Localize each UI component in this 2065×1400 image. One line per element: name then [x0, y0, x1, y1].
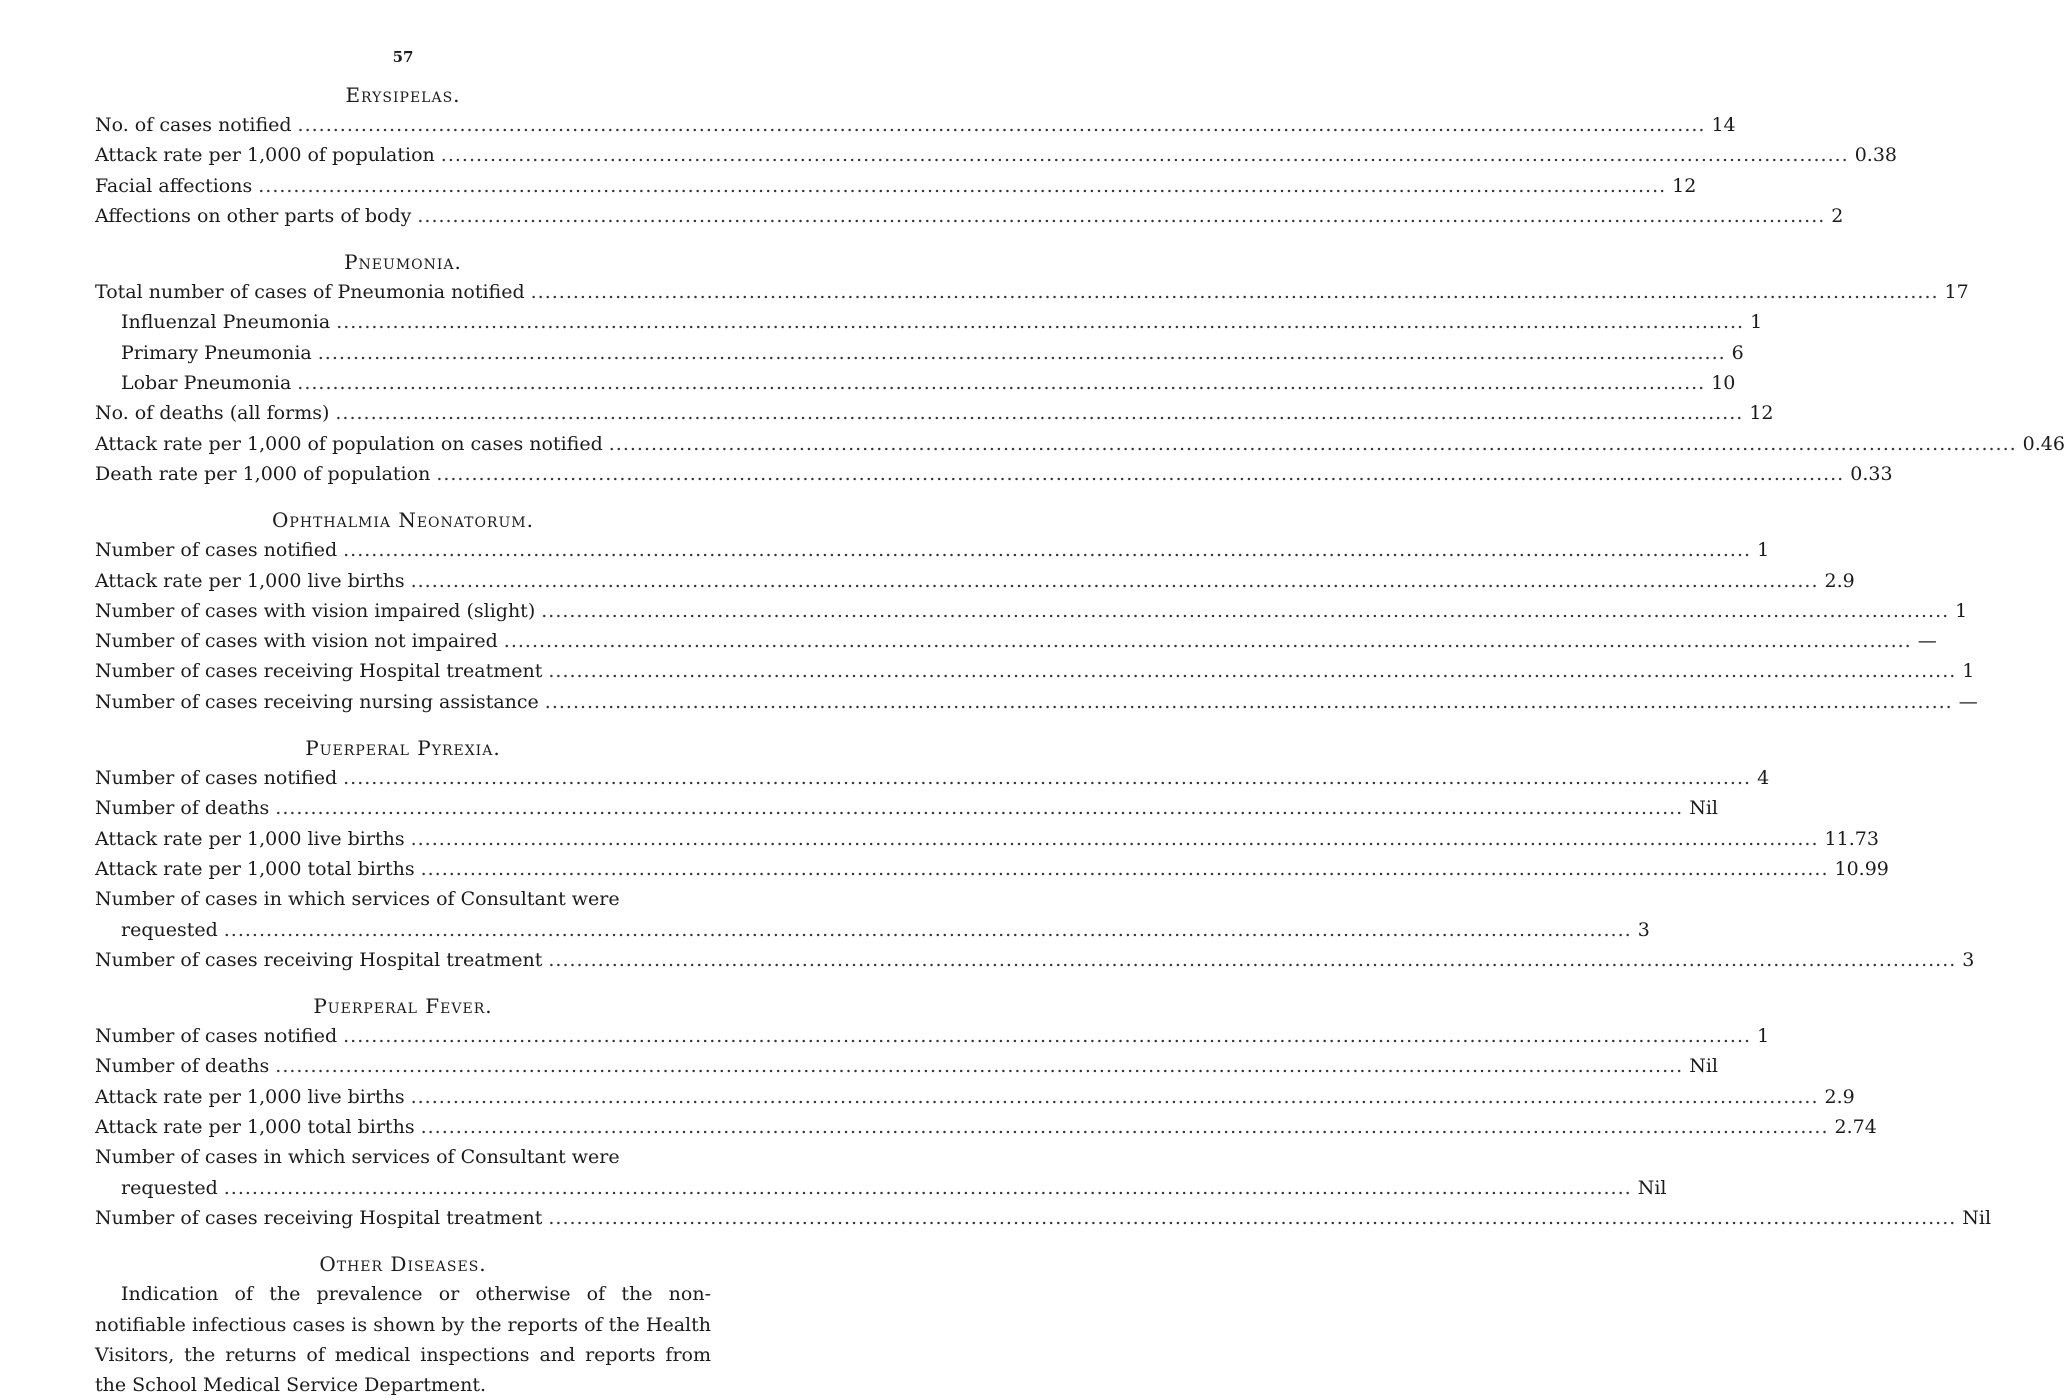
dot-leader: ........................................................................................................................................................................................................: [343, 767, 1752, 790]
row-value: 2.74: [1834, 1116, 1877, 1139]
table-row: [95, 368, 1736, 398]
dot-leader: ........................................................................................................................................................................................................: [223, 918, 1632, 941]
document-page: [95, 46, 2065, 1400]
row-value: 1: [1757, 1025, 1770, 1048]
table-row: [95, 854, 1889, 884]
section-spacer: [95, 717, 711, 733]
table-row: [95, 277, 1969, 307]
dot-leader: ........................................................................................................................................................................................................: [410, 569, 1819, 592]
section-spacer: [95, 975, 711, 991]
section-title-other-diseases: Other Diseases.: [319, 1252, 487, 1277]
row-value: 0.33: [1850, 462, 1893, 485]
dot-leader: ........................................................................................................................................................................................................: [530, 281, 1939, 304]
section-spacer: [95, 489, 711, 505]
dot-leader: ........................................................................................................................................................................................................: [297, 372, 1706, 395]
row-label: Attack rate per 1,000 of population on cases notified: [95, 432, 603, 455]
row-label: Number of cases with vision not impaired: [95, 630, 498, 653]
dot-leader: ........................................................................................................................................................................................................: [258, 174, 1667, 197]
table-row: [95, 307, 1763, 337]
row-value: 0.38: [1854, 144, 1898, 167]
row-value: Nil: [1689, 797, 1718, 820]
row-value: 17: [1944, 281, 1969, 304]
dot-leader: ........................................................................................................................................................................................................: [410, 1085, 1819, 1108]
table-row: [95, 656, 1975, 686]
sections-container: [95, 80, 2065, 1233]
dot-leader: ........................................................................................................................................................................................................: [544, 690, 1953, 713]
section-spacer: [95, 231, 711, 247]
row-label: Number of cases receiving Hospital treatment: [95, 660, 543, 683]
page-number: 57: [392, 48, 414, 66]
dot-leader: ........................................................................................................................................................................................................: [275, 1055, 1684, 1078]
row-label: Attack rate per 1,000 total births: [95, 1116, 415, 1139]
row-value: 10.99: [1834, 857, 1889, 880]
row-value: Nil: [1689, 1055, 1718, 1078]
row-value: 3: [1962, 948, 1975, 971]
dot-leader: ........................................................................................................................................................................................................: [317, 341, 1726, 364]
row-value: Nil: [1637, 1176, 1667, 1199]
dot-leader: ........................................................................................................................................................................................................: [417, 204, 1826, 227]
dot-leader: ........................................................................................................................................................................................................: [335, 402, 1744, 425]
row-label: Attack rate per 1,000 live births: [95, 1085, 405, 1108]
table-row: [95, 763, 1770, 793]
table-row: [95, 535, 1770, 565]
row-label: Number of cases receiving Hospital treatment: [95, 948, 543, 971]
section-spacer: [95, 1233, 711, 1249]
table-row: [95, 626, 1937, 656]
row-label-first-line: Number of cases in which services of Consultant were: [95, 1146, 620, 1169]
dot-leader: ........................................................................................................................................................................................................: [275, 797, 1684, 820]
row-label: requested: [121, 918, 218, 941]
table-row: [95, 687, 1978, 717]
other-diseases-text: Indication of the prevalence or otherwise of the non-notifiable infectious cases is shown by the reports of the Health Visitors, the returns of medical inspections and reports from the School Medical Service Department.: [95, 1283, 711, 1397]
table-row: [95, 338, 1744, 368]
dot-leader: ........................................................................................................................................................................................................: [440, 144, 1849, 167]
row-label: Attack rate per 1,000 total births: [95, 857, 415, 880]
row-value: 1: [1962, 660, 1975, 683]
row-value: 6: [1731, 341, 1744, 364]
table-row: [95, 945, 1975, 975]
table-row: [95, 201, 1844, 231]
table-row: [95, 824, 1879, 854]
section-title: Erysipelas.: [345, 83, 461, 107]
row-value: 10: [1711, 372, 1736, 395]
row-value: 12: [1749, 402, 1774, 425]
row-label: Number of cases with vision impaired (slight): [95, 599, 536, 622]
row-label: No. of deaths (all forms): [95, 402, 330, 425]
dot-leader: ........................................................................................................................................................................................................: [541, 599, 1950, 622]
row-value: 14: [1711, 114, 1736, 136]
row-value: 2.9: [1824, 569, 1855, 592]
table-row: [95, 793, 1718, 823]
row-label: Primary Pneumonia: [121, 341, 312, 364]
table-row: [95, 1203, 1992, 1233]
row-label: Attack rate per 1,000 live births: [95, 827, 405, 850]
dot-leader: ........................................................................................................................................................................................................: [420, 1116, 1829, 1139]
dot-leader: ........................................................................................................................................................................................................: [343, 1025, 1752, 1048]
row-label: Influenzal Pneumonia: [121, 311, 331, 334]
dot-leader: ........................................................................................................................................................................................................: [336, 311, 1745, 334]
dot-leader: ........................................................................................................................................................................................................: [548, 948, 1957, 971]
row-value: 1: [1955, 599, 1968, 622]
row-label: No. of cases notified: [95, 114, 292, 136]
dot-leader: ........................................................................................................................................................................................................: [297, 114, 1706, 136]
row-label: Attack rate per 1,000 of population: [95, 144, 435, 167]
section-title: Ophthalmia Neonatorum.: [272, 508, 534, 533]
table-row: [95, 596, 1968, 626]
row-value: 12: [1672, 174, 1697, 197]
table-row: [95, 140, 1898, 170]
row-value: —: [1917, 630, 1937, 653]
row-label: Number of cases notified: [95, 539, 338, 562]
section-title: Puerperal Pyrexia.: [305, 736, 501, 761]
row-label: Number of deaths: [95, 1055, 270, 1078]
row-label-first-line: Number of cases in which services of Consultant were: [95, 888, 620, 911]
dot-leader: ........................................................................................................................................................................................................: [410, 827, 1819, 850]
row-value: 0.46: [2022, 432, 2065, 455]
table-row: [95, 171, 1697, 201]
row-value: 3: [1637, 918, 1650, 941]
table-row: [95, 398, 1774, 428]
row-value: 11.73: [1824, 827, 1879, 850]
row-value: 2.9: [1824, 1085, 1855, 1108]
row-value: —: [1958, 690, 1978, 713]
dot-leader: ........................................................................................................................................................................................................: [223, 1176, 1632, 1199]
row-label: Attack rate per 1,000 live births: [95, 569, 405, 592]
row-value: 4: [1757, 767, 1770, 790]
row-label: Number of cases receiving Hospital treatment: [95, 1206, 543, 1229]
dot-leader: ........................................................................................................................................................................................................: [503, 630, 1912, 653]
table-row: [95, 459, 1893, 489]
row-label: Lobar Pneumonia: [121, 372, 292, 395]
row-value: 2: [1831, 204, 1844, 227]
row-value: Nil: [1962, 1206, 1992, 1229]
row-label: Number of deaths: [95, 797, 270, 820]
row-label: Affections on other parts of body: [95, 204, 412, 227]
row-label: Facial affections: [95, 174, 253, 197]
row-label: requested: [121, 1176, 218, 1199]
table-row: [95, 1173, 1667, 1203]
dot-leader: ........................................................................................................................................................................................................: [420, 857, 1829, 880]
section-title: Pneumonia.: [344, 250, 462, 275]
table-row: [95, 915, 1650, 945]
table-row: [95, 566, 1855, 596]
row-label: Total number of cases of Pneumonia notified: [95, 281, 525, 304]
row-label: Death rate per 1,000 of population: [95, 462, 431, 485]
table-row: [95, 1051, 1718, 1081]
table-row: [95, 1112, 1877, 1142]
section-title: Puerperal Fever.: [313, 994, 493, 1019]
row-value: 1: [1757, 539, 1770, 562]
dot-leader: ........................................................................................................................................................................................................: [548, 1206, 1957, 1229]
row-label: Number of cases receiving nursing assistance: [95, 690, 539, 713]
row-label: Number of cases notified: [95, 1025, 338, 1048]
table-row: [95, 429, 2065, 459]
other-diseases-paragraph: [95, 1279, 711, 1400]
table-row: [95, 1021, 1770, 1051]
table-row: [95, 1082, 1855, 1112]
row-value: 1: [1750, 311, 1763, 334]
row-label: Number of cases notified: [95, 767, 338, 790]
dot-leader: ........................................................................................................................................................................................................: [436, 462, 1845, 485]
dot-leader: ........................................................................................................................................................................................................: [343, 539, 1752, 562]
dot-leader: ........................................................................................................................................................................................................: [548, 660, 1957, 683]
dot-leader: ........................................................................................................................................................................................................: [608, 432, 2017, 455]
table-row: [95, 110, 1736, 140]
